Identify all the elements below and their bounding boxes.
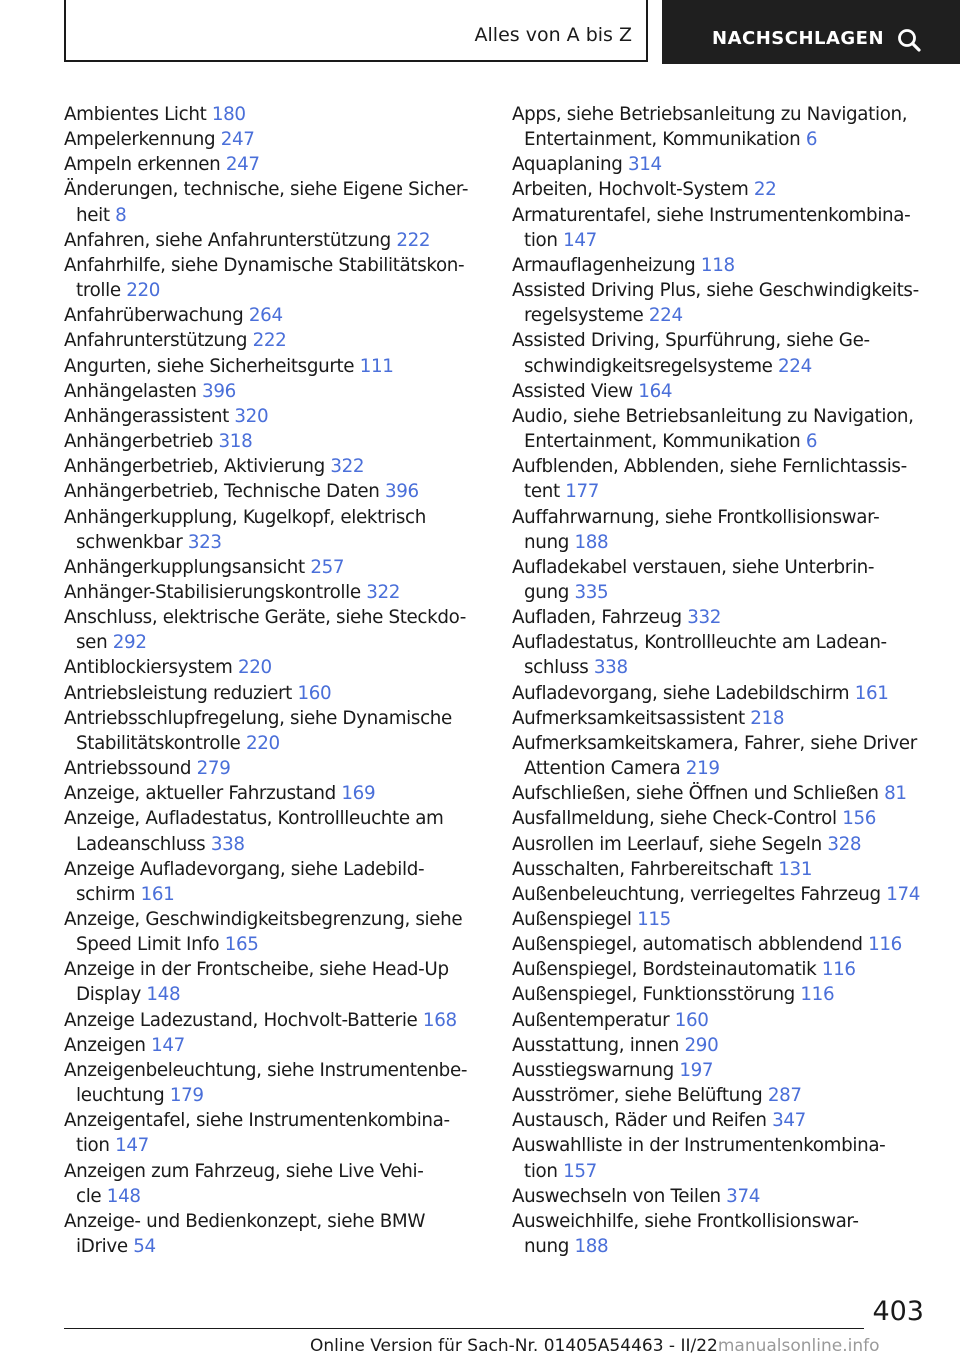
index-entry-text: Armaturentafel, siehe Instrumentenkombina- bbox=[512, 204, 911, 226]
index-entry-text: Antriebsschlupfregelung, siehe Dynamische bbox=[64, 707, 452, 729]
index-entry-text: Anzeigenbeleuchtung, siehe Instrumentenbe- bbox=[64, 1059, 468, 1081]
index-entry-text: Anschluss, elektrische Geräte, siehe Steckdo- bbox=[64, 607, 467, 629]
page-reference-link[interactable]: 328 bbox=[827, 833, 862, 855]
page-reference-link[interactable]: 148 bbox=[106, 1185, 141, 1207]
page-reference-link[interactable]: 147 bbox=[115, 1135, 149, 1157]
index-entry bbox=[512, 1133, 930, 1183]
index-entry bbox=[64, 303, 478, 328]
index-entry bbox=[512, 832, 930, 857]
index-entry-text: sen bbox=[76, 632, 108, 654]
page-reference-link[interactable]: 116 bbox=[868, 934, 902, 956]
index-entry bbox=[64, 454, 478, 479]
index-entry-text: Aufblenden, Abblenden, siehe Fernlichtassis- bbox=[512, 456, 907, 478]
index-entry-text: Anhänger-Stabilisierungskontrolle bbox=[64, 581, 361, 603]
index-entry bbox=[512, 253, 930, 278]
page-reference-link[interactable]: 22 bbox=[753, 179, 777, 201]
index-entry-text: Anhängerbetrieb bbox=[64, 431, 214, 453]
index-entry-text: Anhängerbetrieb, Technische Daten bbox=[64, 481, 380, 503]
page-reference-link[interactable]: 335 bbox=[574, 581, 609, 603]
index-entry-text: Aufladen, Fahrzeug bbox=[512, 607, 682, 629]
index-entry bbox=[512, 806, 930, 831]
page-reference-link[interactable]: 157 bbox=[563, 1160, 597, 1182]
index-entry-text: Ladeanschluss bbox=[76, 833, 206, 855]
index-entry-text: Anzeige in der Frontscheibe, siehe Head-Up bbox=[64, 959, 449, 981]
index-entry-text: schwindigkeitsregelsysteme bbox=[524, 355, 773, 377]
page-reference-link[interactable]: 174 bbox=[886, 883, 921, 905]
page-reference-link[interactable]: 164 bbox=[638, 380, 673, 402]
index-entry bbox=[64, 681, 478, 706]
page-reference-link[interactable]: 177 bbox=[565, 481, 600, 503]
index-entry bbox=[64, 605, 478, 655]
index-entry-text: Antriebsleistung reduziert bbox=[64, 682, 292, 704]
index-entry bbox=[64, 1033, 478, 1058]
index-column-right bbox=[512, 102, 930, 1259]
index-entry-text: tion bbox=[76, 1135, 110, 1157]
page-reference-link[interactable]: 168 bbox=[422, 1009, 457, 1031]
page-reference-link[interactable]: 115 bbox=[637, 909, 671, 930]
page-reference-link[interactable]: 188 bbox=[574, 531, 609, 553]
page-reference-link[interactable]: 219 bbox=[685, 758, 720, 780]
index-entry-text: nung bbox=[524, 1236, 569, 1258]
index-entry bbox=[64, 580, 478, 605]
index-entry bbox=[64, 655, 478, 680]
page-reference-link[interactable]: 322 bbox=[330, 456, 365, 478]
index-entry-text: Anzeige Ladezustand, Hochvolt-Batterie bbox=[64, 1009, 418, 1031]
page-reference-link[interactable]: 320 bbox=[234, 405, 269, 427]
index-entry-text: Außenspiegel bbox=[512, 909, 632, 930]
index-entry-text: cle bbox=[76, 1185, 102, 1207]
index-entry bbox=[512, 1008, 930, 1033]
index-entry-text: Anhängerkupplungsansicht bbox=[64, 556, 305, 578]
page-reference-link[interactable]: 264 bbox=[248, 305, 283, 327]
index-entry-text: Anzeige, Geschwindigkeitsbegrenzung, siehe bbox=[64, 909, 463, 930]
index-entry-text: iDrive bbox=[76, 1236, 128, 1258]
page-reference-link[interactable]: 224 bbox=[648, 305, 683, 327]
index-entry bbox=[512, 1033, 930, 1058]
page-reference-link[interactable]: 6 bbox=[805, 129, 818, 151]
index-entry bbox=[64, 354, 478, 379]
page-reference-link[interactable]: 180 bbox=[211, 104, 246, 125]
index-entry bbox=[512, 1083, 930, 1108]
watermark-text: manualsonline.info bbox=[717, 1336, 880, 1356]
index-entry-text: Anhängerassistent bbox=[64, 405, 229, 427]
index-entry-text: tent bbox=[524, 481, 560, 503]
nachschlagen-tab-label: NACHSCHLAGEN bbox=[712, 28, 885, 49]
footer-text bbox=[310, 1336, 880, 1356]
index-entry-text: Attention Camera bbox=[524, 758, 681, 780]
page-reference-link[interactable]: 111 bbox=[359, 355, 394, 377]
page-reference-link[interactable]: 318 bbox=[218, 431, 253, 453]
index-entry bbox=[64, 379, 478, 404]
index-entry-text: schluss bbox=[524, 657, 589, 679]
index-entry-text: Außenspiegel, automatisch abblendend bbox=[512, 934, 863, 956]
index-entry bbox=[512, 102, 930, 152]
page-reference-link[interactable]: 160 bbox=[297, 682, 332, 704]
index-entry bbox=[64, 1058, 478, 1108]
index-entry-text: Änderungen, technische, siehe Eigene Sicher- bbox=[64, 179, 469, 201]
index-entry bbox=[64, 479, 478, 504]
index-entry bbox=[64, 857, 478, 907]
index-entry-text: Anzeige, Aufladestatus, Kontrollleuchte am bbox=[64, 808, 444, 830]
page-reference-link[interactable]: 220 bbox=[245, 732, 280, 754]
page-reference-link[interactable]: 156 bbox=[842, 808, 877, 830]
index-entry-text: Aufmerksamkeitsassistent bbox=[512, 707, 745, 729]
index-entry-text: Entertainment, Kommunikation bbox=[524, 129, 801, 151]
index-entry-text: Ausfallmeldung, siehe Check-Control bbox=[512, 808, 837, 830]
index-entry-text: Ambientes Licht bbox=[64, 104, 207, 125]
footer-divider bbox=[64, 1328, 864, 1329]
index-entry-text: Außenbeleuchtung, verriegeltes Fahrzeug bbox=[512, 883, 881, 905]
index-entry bbox=[64, 505, 478, 555]
page-reference-link[interactable]: 165 bbox=[224, 934, 259, 956]
index-entry-text: Anfahrüberwachung bbox=[64, 305, 244, 327]
page-reference-link[interactable]: 147 bbox=[151, 1034, 185, 1056]
page-reference-link[interactable]: 116 bbox=[800, 984, 835, 1006]
index-entry-text: Armauflagenheizung bbox=[512, 254, 696, 276]
index-entry bbox=[64, 328, 478, 353]
index-entry-text: Ausweichhilfe, siehe Frontkollisionswar- bbox=[512, 1210, 859, 1232]
online-version-text: Online Version für Sach-Nr. 01405A54463 - II/22 bbox=[310, 1336, 718, 1356]
page-reference-link[interactable]: 290 bbox=[684, 1034, 719, 1056]
index-entry-text: Aufladestatus, Kontrollleuchte am Ladean- bbox=[512, 632, 887, 654]
page-reference-link[interactable]: 279 bbox=[196, 758, 231, 780]
index-entry bbox=[512, 957, 930, 982]
index-entry bbox=[512, 404, 930, 454]
index-entry-text: Stabilitätskontrolle bbox=[76, 732, 241, 754]
page-number: 403 bbox=[872, 1296, 924, 1327]
index-entry bbox=[64, 102, 478, 127]
index-entry-text: Assisted View bbox=[512, 380, 633, 402]
index-entry bbox=[512, 605, 930, 630]
page-reference-link[interactable]: 323 bbox=[187, 531, 222, 553]
index-entry-text: Anfahren, siehe Anfahrunterstützung bbox=[64, 229, 391, 251]
index-entry bbox=[512, 177, 930, 202]
index-entry bbox=[512, 203, 930, 253]
index-entry bbox=[64, 152, 478, 177]
page-reference-link[interactable]: 218 bbox=[750, 707, 785, 729]
index-entry bbox=[512, 555, 930, 605]
page-reference-link[interactable]: 374 bbox=[726, 1185, 761, 1207]
index-entry-text: Ausströmer, siehe Belüftung bbox=[512, 1085, 763, 1107]
index-entry-text: Apps, siehe Betriebsanleitung zu Navigation, bbox=[512, 104, 908, 125]
index-entry-text: Anhängerbetrieb, Aktivierung bbox=[64, 456, 325, 478]
index-entry-text: Anzeigen bbox=[64, 1034, 146, 1056]
index-entry bbox=[512, 505, 930, 555]
index-entry-text: Assisted Driving, Spurführung, siehe Ge- bbox=[512, 330, 870, 352]
index-entry bbox=[512, 1058, 930, 1083]
index-entry bbox=[512, 932, 930, 957]
index-entry bbox=[64, 127, 478, 152]
index-entry bbox=[512, 982, 930, 1007]
index-entry bbox=[64, 781, 478, 806]
index-entry-text: Ausstiegswarnung bbox=[512, 1059, 674, 1081]
index-entry bbox=[64, 404, 478, 429]
nachschlagen-tab[interactable] bbox=[662, 0, 960, 64]
index-entry bbox=[64, 555, 478, 580]
section-title: Alles von A bis Z bbox=[474, 24, 632, 46]
page-reference-link[interactable]: 332 bbox=[687, 607, 722, 629]
index-entry bbox=[512, 454, 930, 504]
page-reference-link[interactable]: 147 bbox=[563, 229, 597, 251]
page-reference-link[interactable]: 396 bbox=[202, 380, 236, 402]
index-entry bbox=[512, 681, 930, 706]
index-entry-text: trolle bbox=[76, 280, 121, 302]
index-column-left bbox=[64, 102, 478, 1259]
index-entry bbox=[512, 706, 930, 731]
index-entry-text: Anzeige, aktueller Fahrzustand bbox=[64, 783, 336, 805]
page-reference-link[interactable]: 314 bbox=[627, 154, 662, 176]
page-reference-link[interactable]: 220 bbox=[126, 280, 161, 302]
index-entry-text: Antiblockiersystem bbox=[64, 657, 233, 679]
index-entry bbox=[64, 756, 478, 781]
index-entry bbox=[512, 731, 930, 781]
index-entry-text: Aufschließen, siehe Öffnen und Schließen bbox=[512, 783, 879, 805]
index-entry-text: Austausch, Räder und Reifen bbox=[512, 1110, 767, 1132]
page-reference-link[interactable]: 247 bbox=[220, 129, 255, 151]
index-entry bbox=[64, 907, 478, 957]
index-entry-text: Auffahrwarnung, siehe Frontkollisionswar- bbox=[512, 506, 880, 528]
page-reference-link[interactable]: 197 bbox=[679, 1059, 714, 1081]
index-entry-text: Ausschalten, Fahrbereitschaft bbox=[512, 858, 773, 880]
index-entry bbox=[64, 1159, 478, 1209]
index-entry-text: schwenkbar bbox=[76, 531, 183, 553]
index-entry-text: Ausrollen im Leerlauf, siehe Segeln bbox=[512, 833, 822, 855]
index-entry bbox=[512, 152, 930, 177]
index-entry-text: regelsysteme bbox=[524, 305, 644, 327]
index-entry bbox=[64, 957, 478, 1007]
index-entry-text: Ampelerkennung bbox=[64, 129, 216, 151]
page-reference-link[interactable]: 338 bbox=[210, 833, 245, 855]
index-entry bbox=[512, 1209, 930, 1259]
index-entry-text: Aquaplaning bbox=[512, 154, 623, 176]
page-reference-link[interactable]: 131 bbox=[778, 858, 813, 880]
index-entry bbox=[512, 882, 930, 907]
index-entry-text: Display bbox=[76, 984, 141, 1006]
index-entry-text: Aufladekabel verstauen, siehe Unterbrin- bbox=[512, 556, 875, 578]
index-entry-text: Anzeigentafel, siehe Instrumentenkombina- bbox=[64, 1110, 450, 1132]
page-reference-link[interactable]: 224 bbox=[778, 355, 812, 377]
index-entry-text: Audio, siehe Betriebsanleitung zu Navigation, bbox=[512, 405, 914, 427]
index-entry-text: Aufladevorgang, siehe Ladebildschirm bbox=[512, 682, 850, 704]
index-entry-text: Anzeigen zum Fahrzeug, siehe Live Vehi- bbox=[64, 1160, 424, 1182]
index-entry-text: Anfahrhilfe, siehe Dynamische Stabilitätskon- bbox=[64, 254, 465, 276]
index-entry bbox=[512, 379, 930, 404]
page-reference-link[interactable]: 292 bbox=[112, 632, 147, 654]
page-reference-link[interactable]: 169 bbox=[341, 783, 376, 805]
index-entry-text: Assisted Driving Plus, siehe Geschwindigkeits- bbox=[512, 280, 919, 302]
index-entry-text: nung bbox=[524, 531, 569, 553]
header-frame bbox=[64, 0, 648, 62]
index-entry bbox=[512, 857, 930, 882]
index-entry-text: gung bbox=[524, 581, 569, 603]
index-entry bbox=[64, 706, 478, 756]
page-reference-link[interactable]: 220 bbox=[237, 657, 272, 679]
page-reference-link[interactable]: 161 bbox=[854, 682, 889, 704]
page-reference-link[interactable]: 322 bbox=[366, 581, 401, 603]
index-entry bbox=[64, 228, 478, 253]
index-entry-text: schirm bbox=[76, 883, 136, 905]
page-reference-link[interactable]: 148 bbox=[146, 984, 181, 1006]
page-reference-link[interactable]: 54 bbox=[133, 1236, 156, 1258]
page-reference-link[interactable]: 160 bbox=[674, 1009, 709, 1031]
index-entry bbox=[64, 253, 478, 303]
page-reference-link[interactable]: 161 bbox=[140, 883, 175, 905]
index-entry bbox=[512, 907, 930, 932]
page-reference-link[interactable]: 396 bbox=[384, 481, 419, 503]
index-entry-text: Auswechseln von Teilen bbox=[512, 1185, 721, 1207]
page-reference-link[interactable]: 247 bbox=[225, 154, 260, 176]
index-entry-text: heit bbox=[76, 204, 110, 226]
page-reference-link[interactable]: 81 bbox=[884, 783, 907, 805]
index-entry bbox=[512, 328, 930, 378]
page-reference-link[interactable]: 257 bbox=[310, 556, 345, 578]
index-entry-text: Anfahrunterstützung bbox=[64, 330, 248, 352]
index-entry-text: Außentemperatur bbox=[512, 1009, 670, 1031]
index-entry-text: Antriebssound bbox=[64, 758, 192, 780]
index-entry-text: Anhängerkupplung, Kugelkopf, elektrisch bbox=[64, 506, 426, 528]
page-reference-link[interactable]: 118 bbox=[700, 254, 735, 276]
index-entry-text: Ausstattung, innen bbox=[512, 1034, 680, 1056]
page-reference-link[interactable]: 338 bbox=[593, 657, 628, 679]
index-entry-text: Arbeiten, Hochvolt-System bbox=[512, 179, 749, 201]
index-entry bbox=[64, 1108, 478, 1158]
search-icon[interactable] bbox=[896, 27, 922, 53]
page-reference-link[interactable]: 188 bbox=[574, 1236, 609, 1258]
index-entry-text: Anhängelasten bbox=[64, 380, 197, 402]
page-reference-link[interactable]: 287 bbox=[767, 1085, 802, 1107]
page-reference-link[interactable]: 179 bbox=[169, 1085, 204, 1107]
index-entry-text: tion bbox=[524, 229, 558, 251]
page-reference-link[interactable]: 222 bbox=[396, 229, 431, 251]
index-entry-text: Aufmerksamkeitskamera, Fahrer, siehe Driver bbox=[512, 732, 917, 754]
index-entry-text: tion bbox=[524, 1160, 558, 1182]
index-entry bbox=[64, 1008, 478, 1033]
index-entry bbox=[512, 278, 930, 328]
index-entry bbox=[64, 177, 478, 227]
index-entry-text: Speed Limit Info bbox=[76, 934, 220, 956]
page-reference-link[interactable]: 116 bbox=[821, 959, 856, 981]
index-entry-text: Entertainment, Kommunikation bbox=[524, 431, 801, 453]
index-entry-text: Außenspiegel, Funktionsstörung bbox=[512, 984, 795, 1006]
index-entry bbox=[64, 806, 478, 856]
page-reference-link[interactable]: 347 bbox=[772, 1110, 806, 1132]
index-entry-text: Außenspiegel, Bordsteinautomatik bbox=[512, 959, 817, 981]
index-entry-text: Ampeln erkennen bbox=[64, 154, 221, 176]
index-entry bbox=[512, 630, 930, 680]
index-entry bbox=[512, 1184, 930, 1209]
index-entry-text: Anzeige Aufladevorgang, siehe Ladebild- bbox=[64, 858, 425, 880]
index-entry bbox=[64, 429, 478, 454]
index-entry bbox=[512, 1108, 930, 1133]
index-entry-text: Angurten, siehe Sicherheitsgurte bbox=[64, 355, 355, 377]
index-entry bbox=[64, 1209, 478, 1259]
index-entry-text: Anzeige- und Bedienkonzept, siehe BMW bbox=[64, 1210, 426, 1232]
index-entry-text: Auswahlliste in der Instrumentenkombina- bbox=[512, 1135, 886, 1157]
page-reference-link[interactable]: 8 bbox=[115, 204, 127, 226]
page-reference-link[interactable]: 222 bbox=[252, 330, 287, 352]
index-entry-text: leuchtung bbox=[76, 1085, 165, 1107]
page-reference-link[interactable]: 6 bbox=[805, 431, 818, 453]
index-entry bbox=[512, 781, 930, 806]
